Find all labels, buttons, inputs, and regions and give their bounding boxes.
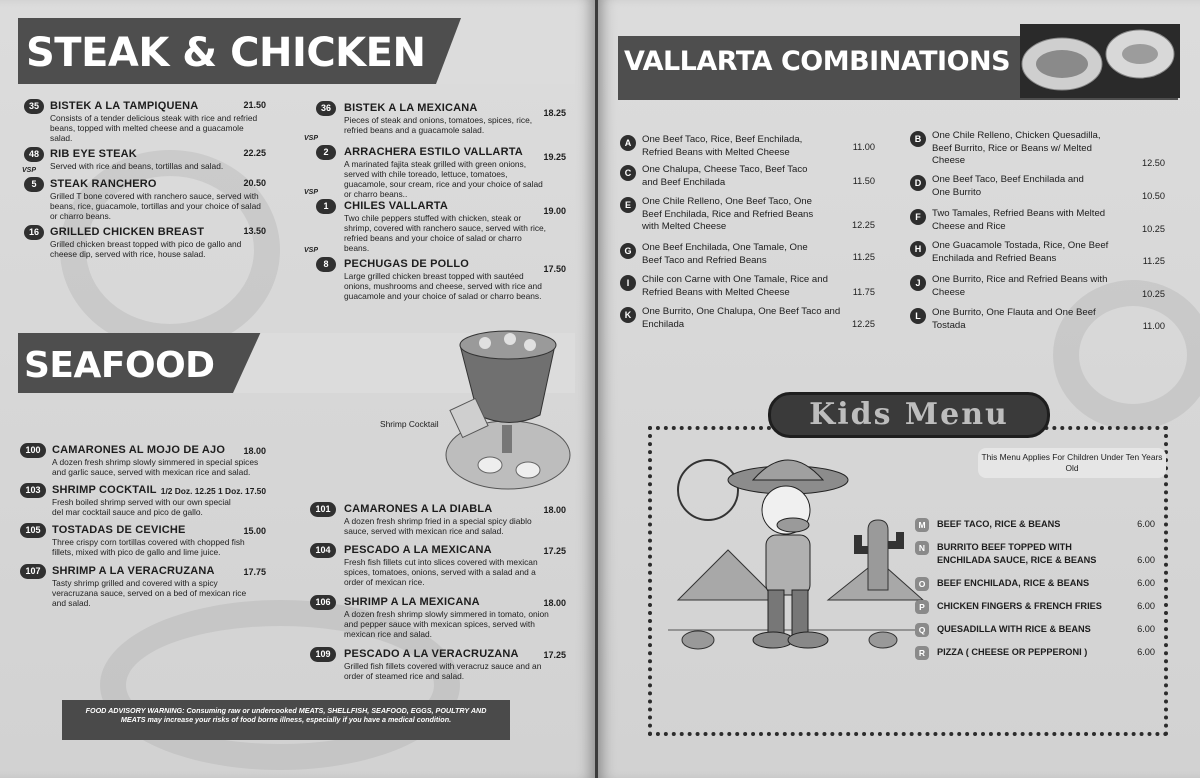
menu-item: [310, 503, 566, 536]
item-name: SHRIMP COCKTAIL: [52, 484, 157, 496]
item-price: 18.00: [543, 505, 566, 515]
item-description: Grilled T bone covered with ranchero sauce, served with beans, rice, guacamole, tortillas and your choice of salad or charro beans.: [50, 191, 261, 221]
item-number-badge: 36: [316, 101, 336, 116]
combo-description: One Guacamole Tostada, Rice, One Beef Enchilada and Refried Beans: [932, 240, 1109, 264]
kids-menu-title-badge: [768, 392, 1050, 438]
kids-item-price: 6.00: [1137, 624, 1155, 634]
kids-letter-badge: P: [915, 600, 929, 614]
combo-description: Two Tamales, Refried Beans with Melted Cheese and Rice: [932, 208, 1106, 232]
item-number-badge: 106: [310, 595, 336, 610]
kids-menu-title: Kids Menu: [809, 397, 1009, 432]
item-name: PESCADO A LA VERACRUZANA: [344, 648, 519, 660]
combo-letter-badge: L: [910, 308, 926, 324]
item-price: 17.75: [243, 567, 266, 577]
menu-item: [24, 100, 266, 143]
item-name: SHRIMP A LA VERACRUZANA: [52, 565, 215, 577]
kids-item-name: BEEF ENCHILADA, RICE & BEANS: [937, 578, 1090, 588]
kids-letter-badge: Q: [915, 623, 929, 637]
combo-price: 11.50: [852, 176, 875, 186]
menu-item: [20, 444, 266, 477]
item-name: BISTEK A LA MEXICANA: [344, 102, 478, 114]
item-number-badge: 103: [20, 483, 46, 498]
combo-description: Chile con Carne with One Tamale, Rice and Refried Beans with Melted Cheese: [642, 274, 828, 298]
combo-description: One Beef Enchilada, One Tamale, One Beef Taco and Refried Beans: [642, 242, 808, 266]
photo-caption: Shrimp Cocktail: [380, 419, 439, 429]
item-price: 17.50: [543, 264, 566, 274]
menu-item: [310, 544, 566, 587]
kids-letter-badge: N: [915, 541, 929, 555]
section-title-combinations: VALLARTA COMBINATIONS: [624, 46, 1011, 77]
combo-description: One Burrito, Rice and Refried Beans with Cheese: [932, 274, 1108, 298]
menu-item: [24, 226, 266, 259]
combo-price: 11.00: [852, 142, 875, 152]
item-number-badge: 5: [24, 177, 44, 192]
item-price: 19.25: [543, 152, 566, 162]
item-description: Pieces of steak and onions, tomatoes, spices, rice, refried beans and a guacamole salad.: [344, 115, 533, 135]
kids-item-name: CHICKEN FINGERS & FRENCH FRIES: [937, 601, 1102, 611]
item-name: SHRIMP A LA MEXICANA: [344, 596, 480, 608]
kids-letter-badge: R: [915, 646, 929, 660]
item-number-badge: 101: [310, 502, 336, 517]
menu-item: [304, 135, 566, 199]
combo-price: 12.50: [1142, 158, 1165, 168]
combo-letter-badge: I: [620, 275, 636, 291]
item-description: Tasty shrimp grilled and covered with a spicy veracruzana sauce, served on a bed of mexican rice and salad.: [52, 578, 247, 608]
kids-item-price: 6.00: [1137, 647, 1155, 657]
menu-item: [22, 167, 266, 221]
item-name: PESCADO A LA MEXICANA: [344, 544, 492, 556]
section-title-steak-chicken: STEAK & CHICKEN: [26, 30, 426, 76]
item-name: GRILLED CHICKEN BREAST: [50, 226, 205, 238]
combo-price: 10.25: [1142, 289, 1165, 299]
kids-letter-badge: M: [915, 518, 929, 532]
item-description: Three crispy corn tortillas covered with chopped fish fillets, mixed with pico de gallo and lime juice.: [52, 537, 245, 557]
item-description: A dozen fresh shrimp fried in a special spicy diablo sauce, served with mexican rice and salad.: [344, 516, 532, 536]
menu-page-left: [0, 0, 595, 778]
item-description: Fresh boiled shrimp served with our own special del mar cocktail sauce and pico de gallo.: [52, 497, 231, 517]
item-name: CHILES VALLARTA: [344, 200, 449, 212]
item-number-badge: 104: [310, 543, 336, 558]
item-description: A marinated fajita steak grilled with green onions, served with chile toreado, lettuce, tomatoes, guacamole, sour cream, rice and your choice of salad or charro beans..: [344, 159, 543, 199]
combo-description: One Burrito, One Flauta and One Beef Tostada: [932, 307, 1096, 331]
vsp-tag: VSP: [304, 135, 319, 142]
menu-item: [304, 247, 566, 301]
kids-item-name: PIZZA ( CHEESE OR PEPPERONI ): [937, 647, 1088, 657]
menu-item: [310, 648, 566, 681]
item-number-badge: 8: [316, 257, 336, 272]
combo-letter-badge: D: [910, 175, 926, 191]
item-price: 17.25: [543, 650, 566, 660]
item-price: 13.50: [243, 226, 266, 236]
item-price: 17.25: [543, 546, 566, 556]
menu-item: [304, 189, 566, 253]
item-name: RIB EYE STEAK: [50, 148, 137, 160]
steak-chicken-banner: [18, 18, 575, 84]
item-description: Grilled chicken breast topped with pico de gallo and cheese dip, served with rice, house salad.: [50, 239, 242, 259]
item-price: 18.00: [243, 446, 266, 456]
item-price: 19.00: [543, 206, 566, 216]
combo-letter-badge: J: [910, 275, 926, 291]
item-description: Served with rice and beans, tortillas and salad.: [50, 161, 224, 171]
vsp-tag: VSP: [22, 167, 37, 174]
combo-description: One Beef Taco, Beef Enchilada and One Burrito: [932, 174, 1084, 198]
combo-price: 12.25: [852, 220, 875, 230]
menu-item: [24, 148, 266, 171]
combo-letter-badge: H: [910, 241, 926, 257]
item-name: PECHUGAS DE POLLO: [344, 258, 470, 270]
menu-item: [20, 484, 266, 517]
item-description: A dozen fresh shrimp slowly simmered in special spices and garlic sauce, served with mexican rice and salad.: [52, 457, 259, 477]
item-name: STEAK RANCHERO: [50, 178, 157, 190]
kids-item-name: BEEF TACO, RICE & BEANS: [937, 519, 1061, 529]
item-number-badge: 2: [316, 145, 336, 160]
decorative-swirl: [1053, 280, 1200, 430]
item-number-badge: 16: [24, 225, 44, 240]
item-description: Grilled fish fillets covered with veracruz sauce and an order of steamed rice and salad.: [344, 661, 542, 681]
combo-price: 10.50: [1142, 191, 1165, 201]
combo-letter-badge: C: [620, 165, 636, 181]
item-name: ARRACHERA ESTILO VALLARTA: [344, 146, 523, 158]
kids-item-price: 6.00: [1137, 578, 1155, 588]
menu-item: [310, 596, 566, 639]
combo-letter-badge: B: [910, 131, 926, 147]
kids-item-name: QUESADILLA WITH RICE & BEANS: [937, 624, 1091, 634]
combinations-banner: [618, 24, 1178, 100]
item-name: CAMARONES AL MOJO DE AJO: [52, 444, 226, 456]
item-price: 18.00: [543, 598, 566, 608]
kids-item-price: 6.00: [1137, 601, 1155, 611]
menu-item: [20, 565, 266, 608]
item-number-badge: 100: [20, 443, 46, 458]
section-title-seafood: SEAFOOD: [24, 345, 215, 386]
kids-item-price: 6.00: [1137, 519, 1155, 529]
combo-letter-badge: E: [620, 197, 636, 213]
combo-description: One Chile Relleno, One Beef Taco, One Beef Enchilada, Rice and Refried Beans with Melted Cheese: [642, 196, 814, 232]
combo-letter-badge: G: [620, 243, 636, 259]
combo-letter-badge: A: [620, 135, 636, 151]
item-price: 22.25: [243, 148, 266, 158]
item-number-badge: 109: [310, 647, 336, 662]
kids-item-price: 6.00: [1137, 555, 1155, 565]
item-number-badge: 107: [20, 564, 46, 579]
combo-description: One Beef Taco, Rice, Beef Enchilada, Refried Beans with Melted Cheese: [642, 134, 803, 158]
food-advisory-warning: FOOD ADVISORY WARNING: Consuming raw or undercooked MEATS, SHELLFISH, SEAFOOD, EGGS, POULTRY AND MEATS may increase your risks of food borne illness, especially if you have a medical condition.: [62, 700, 510, 740]
item-price: 21.50: [243, 100, 266, 110]
combo-description: One Chile Relleno, Chicken Quesadilla, Beef Burrito, Rice or Beans w/ Melted Cheese: [932, 130, 1101, 166]
item-name: CAMARONES A LA DIABLA: [344, 503, 493, 515]
combo-price: 10.25: [1142, 224, 1165, 234]
item-price: 1/2 Doz. 12.25 1 Doz. 17.50: [160, 486, 266, 496]
item-name: TOSTADAS DE CEVICHE: [52, 524, 186, 536]
item-number-badge: 35: [24, 99, 44, 114]
kids-letter-badge: O: [915, 577, 929, 591]
kids-item-name: BURRITO BEEF TOPPED WITH ENCHILADA SAUCE, RICE & BEANS: [937, 542, 1097, 565]
item-name: BISTEK A LA TAMPIQUENA: [50, 100, 199, 112]
item-description: Two chile peppers stuffed with chicken, steak or shrimp, covered with ranchero sauce, served with rice, refried beans and your choice of salad or charro beans.: [344, 213, 547, 253]
combination-plates-image: [1020, 24, 1180, 98]
combo-description: One Burrito, One Chalupa, One Beef Taco and Enchilada: [642, 306, 841, 330]
item-description: Large grilled chicken breast topped with sautéed onions, mushrooms and cheese, served with rice and guacamole and your choice of salad or charro beans.: [344, 271, 542, 301]
menu-page-right: [598, 0, 1200, 778]
combo-price: 11.00: [1142, 321, 1165, 331]
item-description: Consists of a tender delicious steak with rice and refried beans, topped with melted cheese and a guacamole salad.: [50, 113, 258, 143]
vsp-tag: VSP: [304, 189, 319, 196]
combo-price: 11.75: [852, 287, 875, 297]
combo-price: 11.25: [852, 252, 875, 262]
shrimp-cocktail-image: [440, 325, 580, 495]
item-number-badge: 1: [316, 199, 336, 214]
item-price: 18.25: [543, 108, 566, 118]
item-number-badge: 105: [20, 523, 46, 538]
combo-description: One Chalupa, Cheese Taco, Beef Taco and Beef Enchilada: [642, 164, 808, 188]
item-price: 20.50: [243, 178, 266, 188]
combo-letter-badge: F: [910, 209, 926, 225]
cartoon-duck-illustration: [668, 440, 928, 680]
combo-letter-badge: K: [620, 307, 636, 323]
vsp-tag: VSP: [304, 247, 319, 254]
item-price: 15.00: [243, 526, 266, 536]
item-number-badge: 48: [24, 147, 44, 162]
menu-item: [316, 102, 566, 135]
menu-item: [20, 524, 266, 557]
combo-price: 12.25: [852, 319, 875, 329]
item-description: Fresh fish fillets cut into slices covered with mexican spices, tomatoes, onions, served with a salad and a order of mexican rice.: [344, 557, 538, 587]
combo-price: 11.25: [1142, 256, 1165, 266]
kids-age-note: This Menu Applies For Children Under Ten Years Old: [978, 448, 1166, 478]
item-description: A dozen fresh shrimp slowly simmered in tomato, onion and pepper sauce with mexican spices, served with mexican rice and salad.: [344, 609, 549, 639]
